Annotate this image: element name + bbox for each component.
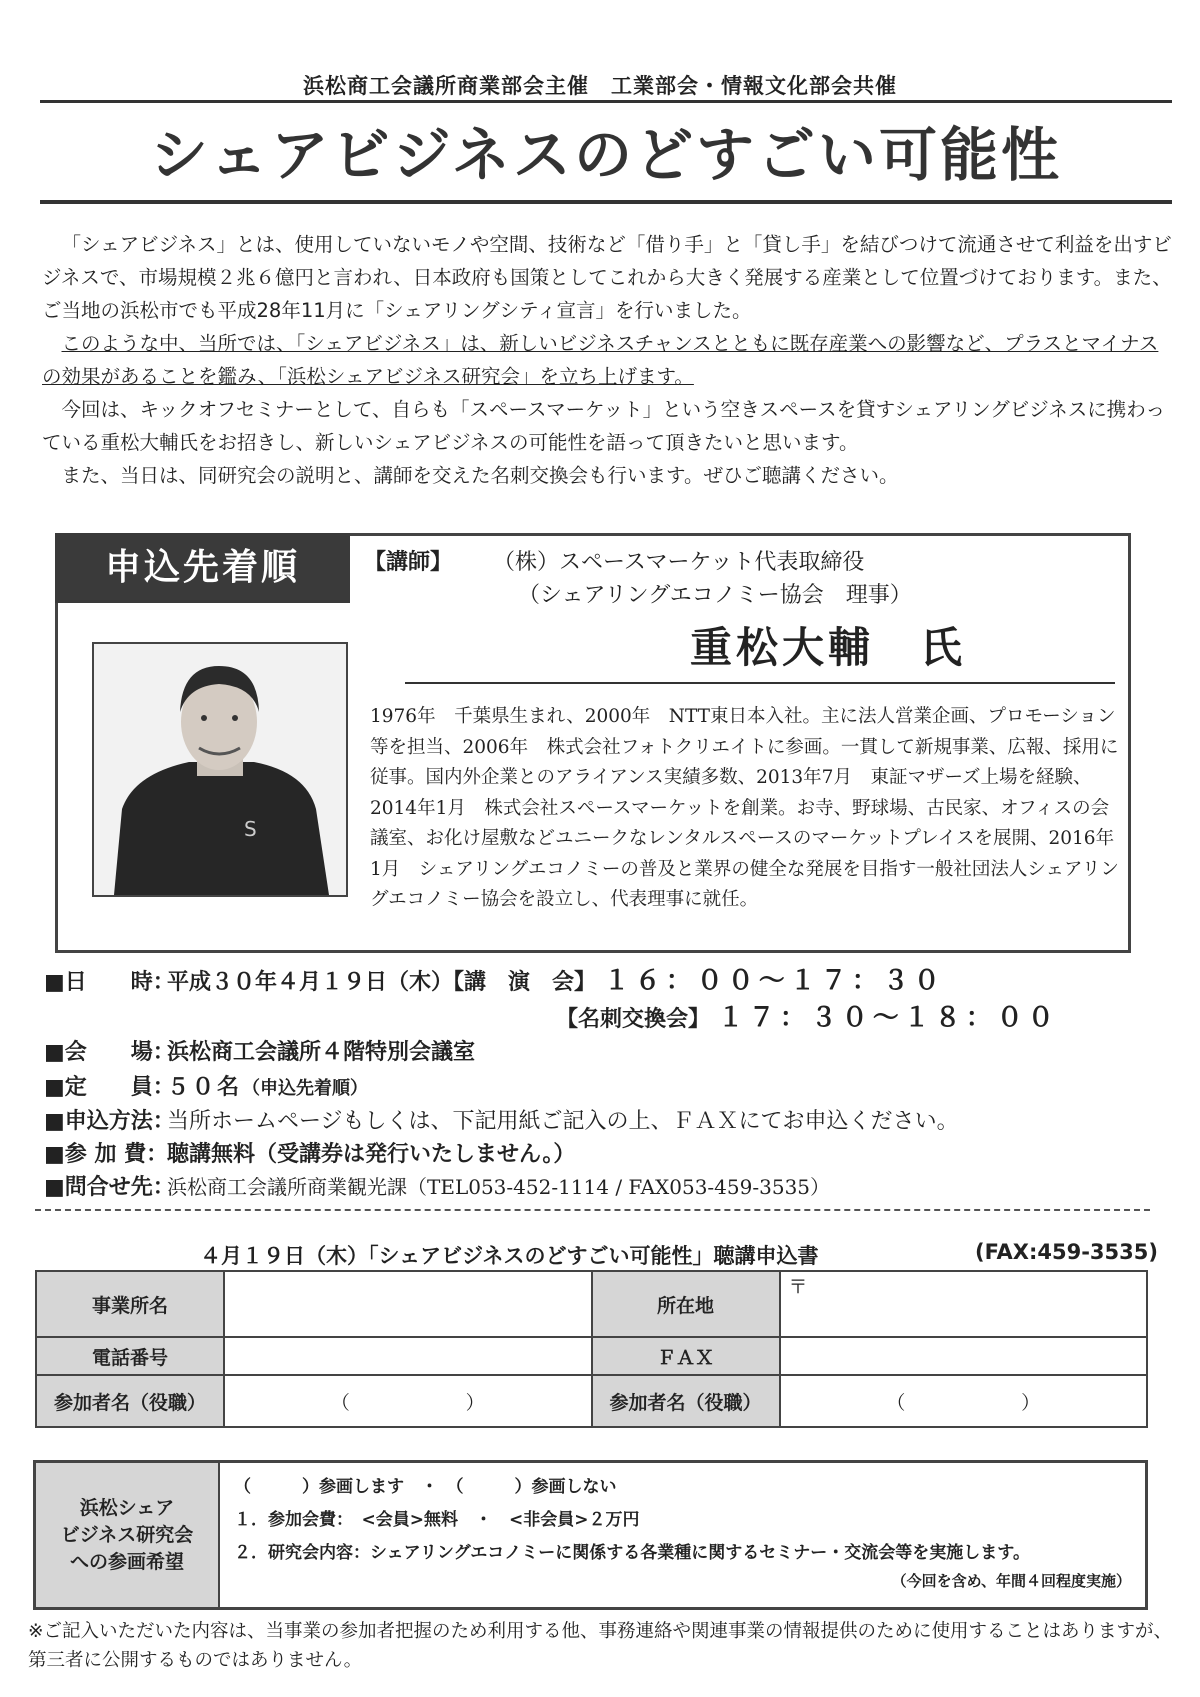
research-content bbox=[219, 1462, 1147, 1609]
info-venue bbox=[44, 1035, 475, 1066]
venue-key: ■会 場： bbox=[44, 1040, 175, 1065]
participant-label-1: 参加者名（役職） bbox=[36, 1375, 224, 1427]
phone-label: 電話番号 bbox=[36, 1337, 224, 1375]
info-fee bbox=[44, 1137, 575, 1168]
research-label-line-1: 浜松シェア bbox=[79, 1496, 175, 1519]
capacity-value: ５０名 bbox=[167, 1075, 243, 1100]
participant-field-1[interactable] bbox=[224, 1375, 592, 1427]
fax-field[interactable] bbox=[780, 1337, 1148, 1375]
lecturer-bio bbox=[370, 702, 1120, 916]
phone-field[interactable] bbox=[224, 1337, 592, 1375]
title-bottom-rule bbox=[40, 200, 1172, 204]
intro-paragraph-2 bbox=[42, 327, 1172, 393]
fee-value: 聴講無料（受講券は発行いたしません。） bbox=[167, 1142, 576, 1167]
lecture-label: 【講 演 会】 bbox=[453, 970, 597, 995]
page-title: シェアビジネスのどすごい可能性 bbox=[149, 121, 1063, 189]
research-group-form bbox=[33, 1460, 1148, 1610]
lecturer-name: 重松大輔 氏 bbox=[690, 623, 967, 672]
paren-close-1: ） bbox=[465, 1391, 485, 1414]
info-method bbox=[44, 1104, 959, 1135]
info-date bbox=[44, 960, 945, 997]
intro-paragraph-4: また、当日は、同研究会の説明と、講師を交えた名刺交換会も行います。ぜひご聴講ください。 bbox=[61, 464, 899, 487]
intro-paragraph-3: 今回は、キックオフセミナーとして、自らも「スペースマーケット」という空きスペースを貸すシェアリングビジネスに携わっている重松大輔氏をお招きし、新しいシェアビジネスの可能性を語って頂きたいと思います。 bbox=[42, 398, 1166, 454]
research-description: ２．研究会内容：シェアリングエコノミーに関係する各業種に関するセミナー・交流会等を実施します。 bbox=[234, 1543, 1030, 1563]
lecturer-bio-text: 1976年 千葉県生まれ、2000年 NTT東日本入社。主に法人営業企画、プロモーション等を担当、2006年 株式会社フォトクリエイトに参画。一貫して新規事業、広報、採用に従事。国内外企業とのアライアンス実績多数、2013年7月 東証マザーズ上場を経験、2014年1月 株式会社スペースマーケットを創業。お寺、野球場、古民家、オフィスの会議室、お化け屋敷などユニークなレンタルスペースのマーケットプレイスを展開、2016年1月 シェアリングエコノミーの普及と業界の健全な発展を目指す一般社団法人シェアリングエコノミー協会を設立し、代表理事に就任。 bbox=[370, 706, 1119, 910]
venue-value: 浜松商工会議所４階特別会議室 bbox=[167, 1040, 476, 1065]
info-contact bbox=[44, 1170, 830, 1201]
organizer-line: 浜松商工会議所商業部会主催 工業部会・情報文化部会共催 bbox=[303, 74, 897, 98]
lecturer-label: 【講師】 bbox=[364, 550, 453, 575]
info-exchange bbox=[556, 997, 1059, 1034]
lecturer-photo bbox=[92, 642, 348, 897]
participant-label-2: 参加者名（役職） bbox=[592, 1375, 780, 1427]
participant-field-2[interactable] bbox=[780, 1375, 1148, 1427]
address-field[interactable] bbox=[780, 1271, 1148, 1337]
contact-key: ■問合せ先： bbox=[44, 1175, 175, 1200]
capacity-note: （申込先着順） bbox=[242, 1078, 369, 1099]
date-value: 平成３０年４月１９日（木） bbox=[167, 970, 454, 995]
paren-close-2: ） bbox=[1021, 1391, 1041, 1414]
company-name-label: 事業所名 bbox=[36, 1271, 224, 1337]
exchange-time: １７：３０～１８：００ bbox=[717, 1003, 1059, 1033]
intro-underlined-text: このような中、当所では、「シェアビジネス」は、新しいビジネスチャンスとともに既存産業への影響など、プラスとマイナスの効果があることを鑑み、「浜松シェアビジネス研究会」を立ち上げます。 bbox=[42, 332, 1159, 388]
research-label-line-3: への参画希望 bbox=[69, 1550, 184, 1573]
intro-text bbox=[42, 228, 1172, 492]
research-frequency-note: （今回を含め、年間４回程度実施） bbox=[891, 1572, 1131, 1590]
participation-options[interactable]: （ ）参画します ・ （ ）参画しない bbox=[234, 1477, 617, 1497]
exchange-label: 【名刺交換会】 bbox=[556, 1007, 711, 1032]
paren-open-2: （ bbox=[886, 1391, 906, 1414]
info-capacity bbox=[44, 1070, 368, 1101]
research-label bbox=[35, 1462, 220, 1609]
lecture-time: １６：００～１７：３０ bbox=[603, 966, 945, 996]
person-portrait-icon bbox=[94, 644, 346, 895]
lecturer-rule bbox=[405, 682, 1115, 684]
first-come-badge: 申込先着順 bbox=[55, 533, 350, 603]
lecturer-company: （株）スペースマーケット代表取締役 bbox=[493, 550, 865, 575]
method-key: ■申込方法： bbox=[44, 1109, 175, 1134]
svg-text:S: S bbox=[244, 817, 257, 841]
address-label: 所在地 bbox=[592, 1271, 780, 1337]
date-key: ■日 時： bbox=[44, 970, 175, 995]
form-title: ４月１９日（木）「シェアビジネスのどすごい可能性」聴講申込書 bbox=[200, 1244, 819, 1268]
cut-line bbox=[35, 1209, 1150, 1211]
form-fax-number: (FAX:459-3535) bbox=[975, 1240, 1158, 1264]
fee-key: ■参 加 費： bbox=[44, 1142, 169, 1167]
method-value: 当所ホームページもしくは、下記用紙ご記入の上、ＦＡＸにてお申込ください。 bbox=[167, 1109, 959, 1134]
capacity-key: ■定 員： bbox=[44, 1075, 175, 1100]
privacy-note: ※ご記入いただいた内容は、当事業の参加者把握のため利用する他、事務連絡や関連事業の情報提供のために使用することはありますが、第三者に公開するものではありません。 bbox=[28, 1621, 1173, 1671]
postal-mark: 〒 bbox=[788, 1276, 808, 1298]
application-form bbox=[35, 1270, 1148, 1428]
fax-label: ＦＡＸ bbox=[592, 1337, 780, 1375]
paren-open-1: （ bbox=[330, 1391, 350, 1414]
lecturer-association: （シェアリングエコノミー協会 理事） bbox=[518, 583, 912, 608]
membership-fee: １．参加会費： <会員>無料 ・ <非会員>２万円 bbox=[234, 1510, 640, 1530]
contact-value: 浜松商工会議所商業観光課（TEL053-452-1114 / FAX053-459-3535） bbox=[167, 1175, 831, 1199]
company-name-field[interactable] bbox=[224, 1271, 592, 1337]
title-top-rule bbox=[40, 100, 1172, 103]
research-label-line-2: ビジネス研究会 bbox=[60, 1523, 194, 1546]
intro-paragraph-1: 「シェアビジネス」とは、使用していないモノや空間、技術など「借り手」と「貸し手」を結びつけて流通させて利益を出すビジネスで、市場規模２兆６億円と言われ、日本政府も国策としてこれから大きく発展する産業として位置づけております。また、ご当地の浜松市でも平成28年11月に「シェアリングシティ宣言」を行いました。 bbox=[42, 233, 1172, 322]
